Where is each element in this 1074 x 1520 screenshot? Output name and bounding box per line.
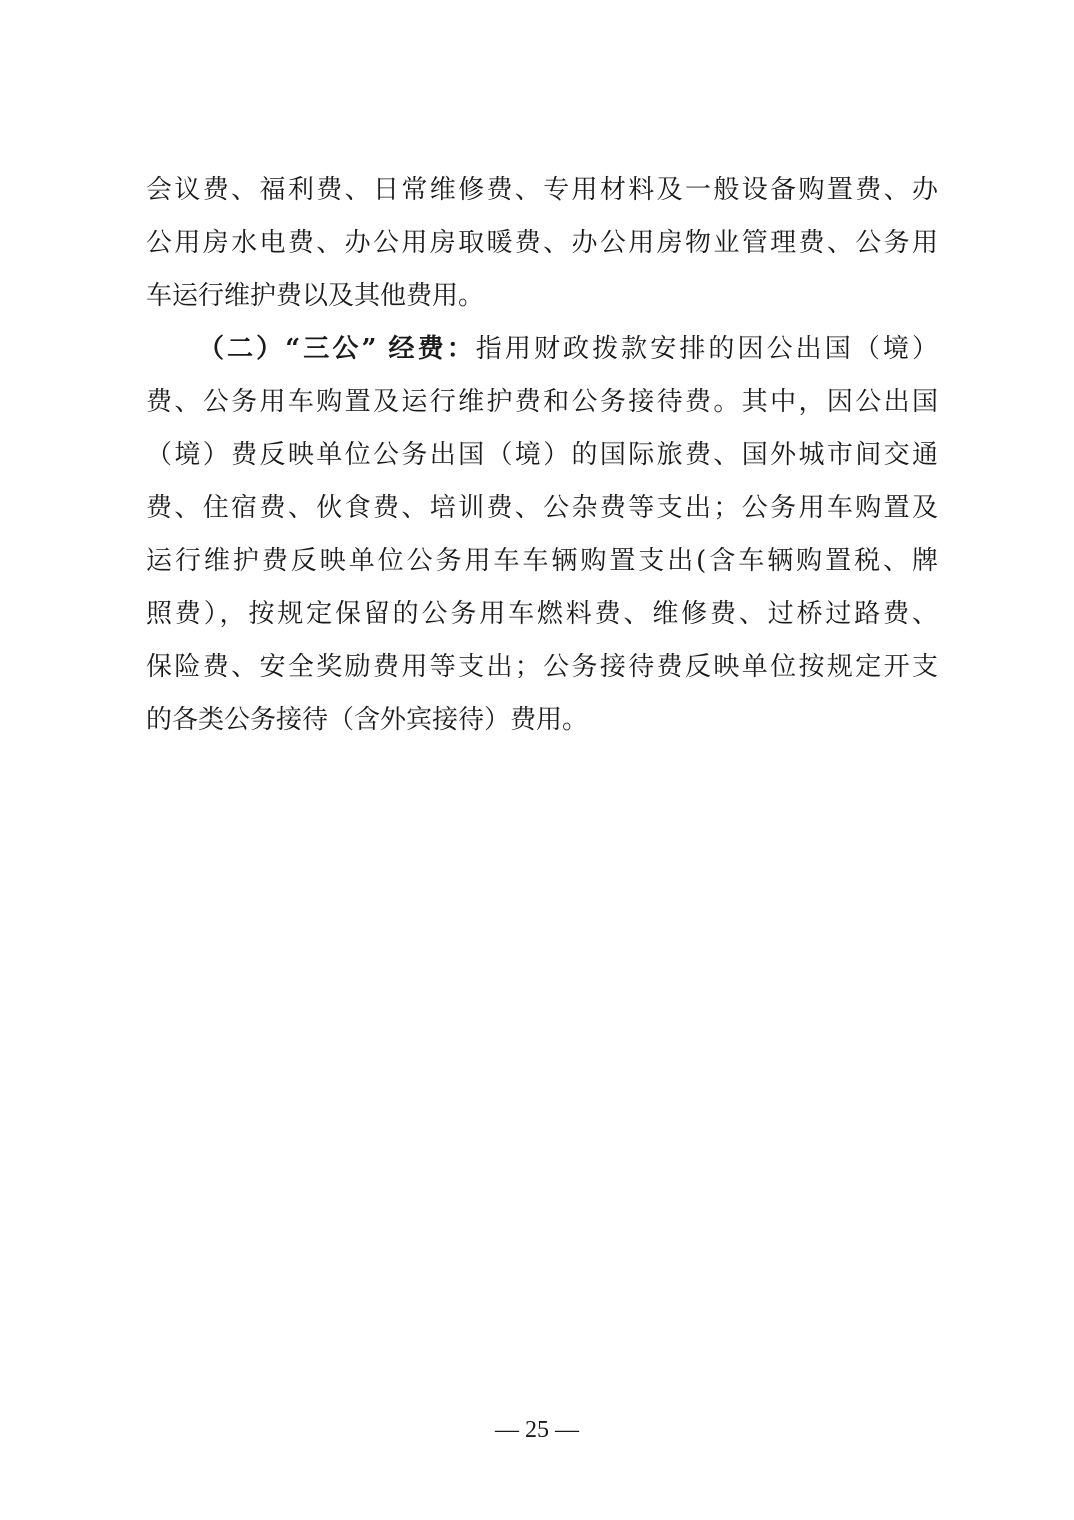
paragraph-line: 会议费、福利费、日常维修费、专用材料及一般设备购置费、办 bbox=[146, 175, 938, 205]
paragraph-line: 费、公务用车购置及运行维护费和公务接待费。其中，因公出国 bbox=[146, 387, 938, 417]
paragraph-line: 的各类公务接待（含外宾接待）费用。 bbox=[146, 705, 589, 735]
section-heading: （二）“三公” 经费： bbox=[198, 334, 476, 364]
paragraph-line: 保险费、安全奖励费用等支出；公务接待费反映单位按规定开支 bbox=[146, 652, 938, 682]
page-number: — 25 — bbox=[495, 1417, 579, 1443]
paragraph-first-line bbox=[146, 323, 938, 376]
paragraph-line: 照费），按规定保留的公务用车燃料费、维修费、过桥过路费、 bbox=[146, 599, 938, 629]
paragraph-1 bbox=[146, 164, 938, 323]
body-text bbox=[146, 164, 938, 747]
paragraph-2 bbox=[146, 323, 938, 747]
heading-continuation: 指用财政拨款安排的因公出国（境） bbox=[475, 334, 938, 364]
paragraph-line: 费、住宿费、伙食费、培训费、公杂费等支出；公务用车购置及 bbox=[146, 493, 938, 523]
paragraph-line: （境）费反映单位公务出国（境）的国际旅费、国外城市间交通 bbox=[146, 440, 938, 470]
paragraph-line: 车运行维护费以及其他费用。 bbox=[146, 281, 485, 311]
paragraph-line: 运行维护费反映单位公务用车车辆购置支出(含车辆购置税、牌 bbox=[146, 546, 938, 576]
paragraph-line: 公用房水电费、办公用房取暖费、办公用房物业管理费、公务用 bbox=[146, 228, 938, 258]
